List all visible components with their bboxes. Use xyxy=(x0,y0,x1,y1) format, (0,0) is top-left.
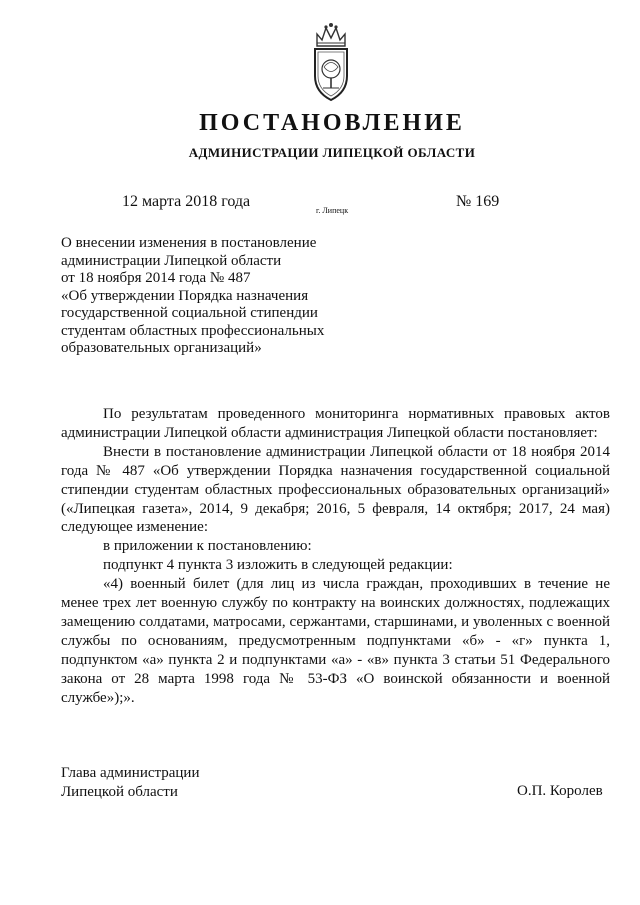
document-date: 12 марта 2018 года xyxy=(122,193,251,210)
body-paragraph-subclause: подпункт 4 пункта 3 изложить в следующей редакции: xyxy=(103,557,453,574)
document-number: № 169 xyxy=(456,193,500,210)
body-paragraph-new-wording: «4) военный билет (для лиц из числа граждан, проходивших в течение не менее трех лет военную службу по контракту на воинских должностях, подлежащих замещению солдатами, матросами, сержантами, старшинами, и уволенных с военной службы по основаниям, предусмотренным подпунктами «б» - «г» пункта 1, подпунктом «а» пункта 2 и подпунктами «а» - «в» пункта 3 статьи 51 Федерального закона от 28 марта 1998 года № 53-ФЗ «О воинской обязанности и военной службе»);». xyxy=(61,576,610,706)
body-paragraph-appendix: в приложении к постановлению: xyxy=(103,538,312,555)
body-paragraph-resolution: Внести в постановление администрации Липецкой области от 18 ноября 2014 года № 487 «Об утверждении Порядка назначения государственной социальной стипендии студентам областных профессиональных образовательных организаций» («Липецкая газета», 2014, 9 декабря; 2016, 5 февраля, 14 октября; 2017, 24 мая) следующее изменение: xyxy=(61,443,610,536)
subject-line: образовательных организаций» xyxy=(61,340,262,356)
document-city: г. Липецк xyxy=(316,206,349,215)
subject-line: «Об утверждении Порядка назначения xyxy=(61,287,309,304)
subject-line: администрации Липецкой области xyxy=(61,252,282,269)
coat-of-arms-icon xyxy=(307,20,355,108)
subject-line: студентам областных профессиональных xyxy=(61,322,325,339)
issuer-subtitle: АДМИНИСТРАЦИИ ЛИПЕЦКОЙ ОБЛАСТИ xyxy=(188,145,476,160)
document-title: ПОСТАНОВЛЕНИЕ xyxy=(199,110,465,136)
subject-line: О внесении изменения в постановление xyxy=(61,235,317,251)
document-subject xyxy=(61,235,361,358)
subject-line: государственной социальной стипендии xyxy=(61,305,318,321)
document-body xyxy=(61,405,610,708)
body-paragraph-preamble: По результатам проведенного мониторинга нормативных правовых актов администрации Липецкой области администрация Липецкой области постановляет: xyxy=(61,406,610,441)
signatory-position xyxy=(61,764,199,801)
signatory-position-line: Глава администрации xyxy=(61,765,200,781)
signatory-name: О.П. Королев xyxy=(517,783,603,799)
subject-line: от 18 ноября 2014 года № 487 xyxy=(61,270,251,286)
signatory-position-line: Липецкой области xyxy=(61,783,178,800)
